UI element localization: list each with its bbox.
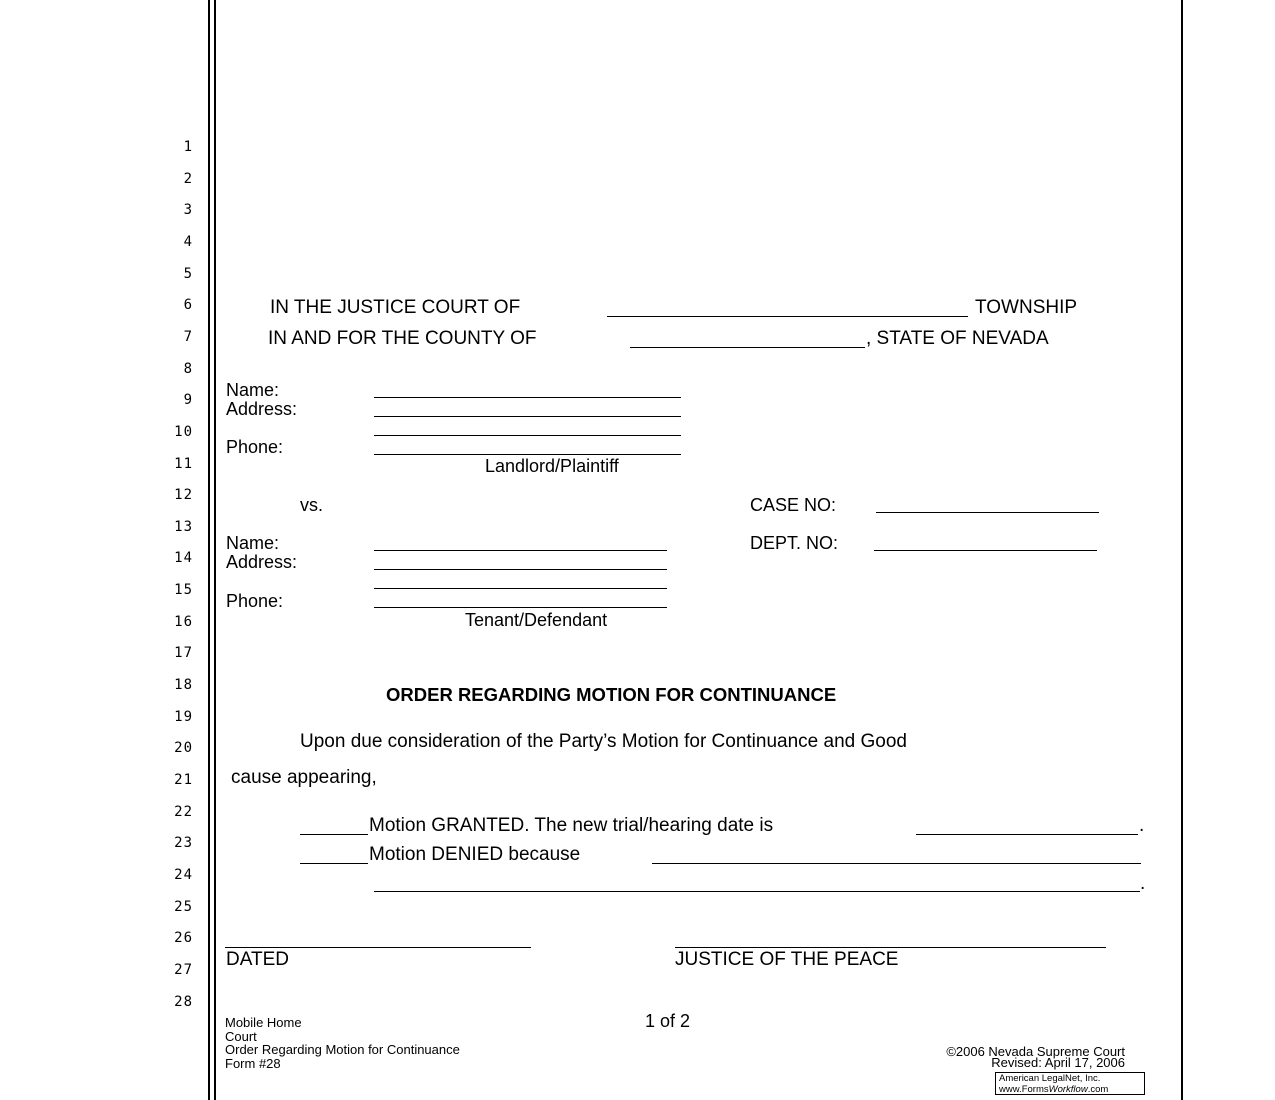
line-number-3: 3 [183, 202, 193, 219]
order-body-line-2: cause appearing, [231, 767, 377, 788]
dated-label: DATED [226, 949, 289, 970]
line-number-25: 25 [174, 898, 193, 915]
line-number-21: 21 [174, 772, 193, 788]
line-number-1: 1 [183, 139, 193, 155]
case-no-label: CASE NO: [750, 495, 837, 515]
dept-no-field[interactable] [874, 550, 1097, 551]
granted-text: Motion GRANTED. The new trial/hearing date is [369, 815, 774, 836]
footer-left-line-2: Court [225, 1028, 257, 1044]
line-number-19: 19 [174, 708, 193, 725]
caption-line-1-suffix: TOWNSHIP [975, 297, 1078, 318]
order-title: ORDER REGARDING MOTION FOR CONTINUANCE [386, 684, 837, 705]
line-number-14: 14 [174, 550, 193, 567]
badge-line-2-italic: Workflow [1048, 1083, 1088, 1095]
footer-left-line-3: Order Regarding Motion for Continuance [225, 1042, 460, 1057]
denied-reason-field-2[interactable] [374, 891, 1140, 892]
copyright-text: ©2006 Nevada Supreme Court [946, 1044, 1125, 1059]
dept-no-label: DEPT. NO: [750, 533, 839, 553]
defendant-address-field-1[interactable] [374, 569, 667, 570]
footer-left-line-4: Form #28 [225, 1055, 281, 1071]
new-date-field[interactable] [916, 834, 1138, 835]
denied-text: Motion DENIED because [369, 844, 581, 865]
line-number-7: 7 [183, 328, 193, 345]
defendant-phone-label: Phone: [226, 591, 284, 611]
line-number-10: 10 [174, 423, 193, 440]
badge-line-2-prefix: www.Forms [999, 1083, 1049, 1095]
line-number-20: 20 [174, 740, 193, 757]
badge-line-2-suffix: .com [1087, 1083, 1109, 1095]
plaintiff-role-label: Landlord/Plaintiff [485, 456, 619, 476]
revised-text: Revised: April 17, 2006 [991, 1055, 1125, 1070]
plaintiff-address-field-2[interactable] [374, 435, 681, 436]
granted-period: . [1139, 815, 1145, 836]
right-margin-line [1181, 0, 1183, 1100]
plaintiff-phone-field[interactable] [374, 454, 681, 455]
line-number-5: 5 [183, 265, 193, 282]
line-number-24: 24 [174, 866, 193, 883]
left-margin-line-inner [214, 0, 216, 1100]
caption-line-2-suffix: , STATE OF NEVADA [866, 328, 1049, 349]
case-no-field[interactable] [876, 512, 1099, 513]
versus-label: vs. [300, 495, 324, 515]
line-number-9: 9 [183, 392, 193, 409]
township-blank[interactable] [607, 316, 968, 317]
line-number-23: 23 [174, 835, 193, 852]
line-number-8: 8 [183, 360, 193, 377]
line-number-15: 15 [174, 582, 193, 599]
line-number-6: 6 [183, 297, 193, 314]
granted-checkbox-blank[interactable] [300, 834, 368, 835]
line-number-27: 27 [174, 961, 193, 978]
line-number-16: 16 [174, 613, 193, 630]
plaintiff-address-label: Address: [226, 399, 298, 419]
badge-line-1: American LegalNet, Inc. [999, 1073, 1101, 1084]
denied-checkbox-blank[interactable] [300, 863, 368, 864]
legalnet-badge [995, 1072, 1145, 1095]
line-number-28: 28 [174, 993, 193, 1010]
line-number-12: 12 [174, 487, 193, 504]
line-number-2: 2 [183, 170, 193, 187]
line-number-26: 26 [174, 930, 193, 947]
line-number-17: 17 [174, 645, 193, 662]
defendant-address-label: Address: [226, 552, 298, 572]
plaintiff-name-label: Name: [226, 380, 280, 400]
county-blank[interactable] [630, 347, 865, 348]
badge-line-2 [999, 1085, 1141, 1096]
defendant-address-field-2[interactable] [374, 588, 667, 589]
denied-period: . [1140, 873, 1146, 894]
plaintiff-phone-label: Phone: [226, 437, 284, 457]
caption-line-1-prefix: IN THE JUSTICE COURT OF [270, 297, 521, 318]
denied-reason-field-1[interactable] [652, 863, 1141, 864]
order-body-line-1: Upon due consideration of the Party’s Motion for Continuance and Good [300, 731, 907, 752]
line-number-4: 4 [183, 233, 193, 250]
defendant-name-field[interactable] [374, 550, 667, 551]
footer-left-line-1: Mobile Home [225, 1015, 302, 1030]
dated-signature-line[interactable] [225, 947, 531, 948]
plaintiff-address-field-1[interactable] [374, 416, 681, 417]
defendant-phone-field[interactable] [374, 607, 667, 608]
page-number: 1 of 2 [645, 1011, 691, 1031]
defendant-role-label: Tenant/Defendant [465, 610, 608, 630]
justice-label: JUSTICE OF THE PEACE [675, 949, 899, 970]
justice-signature-line[interactable] [675, 947, 1106, 948]
footer-left [225, 1016, 460, 1070]
caption-line-2-prefix: IN AND FOR THE COUNTY OF [268, 328, 537, 349]
line-number-22: 22 [174, 803, 193, 820]
defendant-name-label: Name: [226, 533, 280, 553]
line-number-13: 13 [174, 518, 193, 535]
left-margin-line-outer [208, 0, 210, 1100]
plaintiff-name-field[interactable] [374, 397, 681, 398]
line-number-18: 18 [174, 677, 193, 694]
line-number-11: 11 [174, 455, 193, 472]
